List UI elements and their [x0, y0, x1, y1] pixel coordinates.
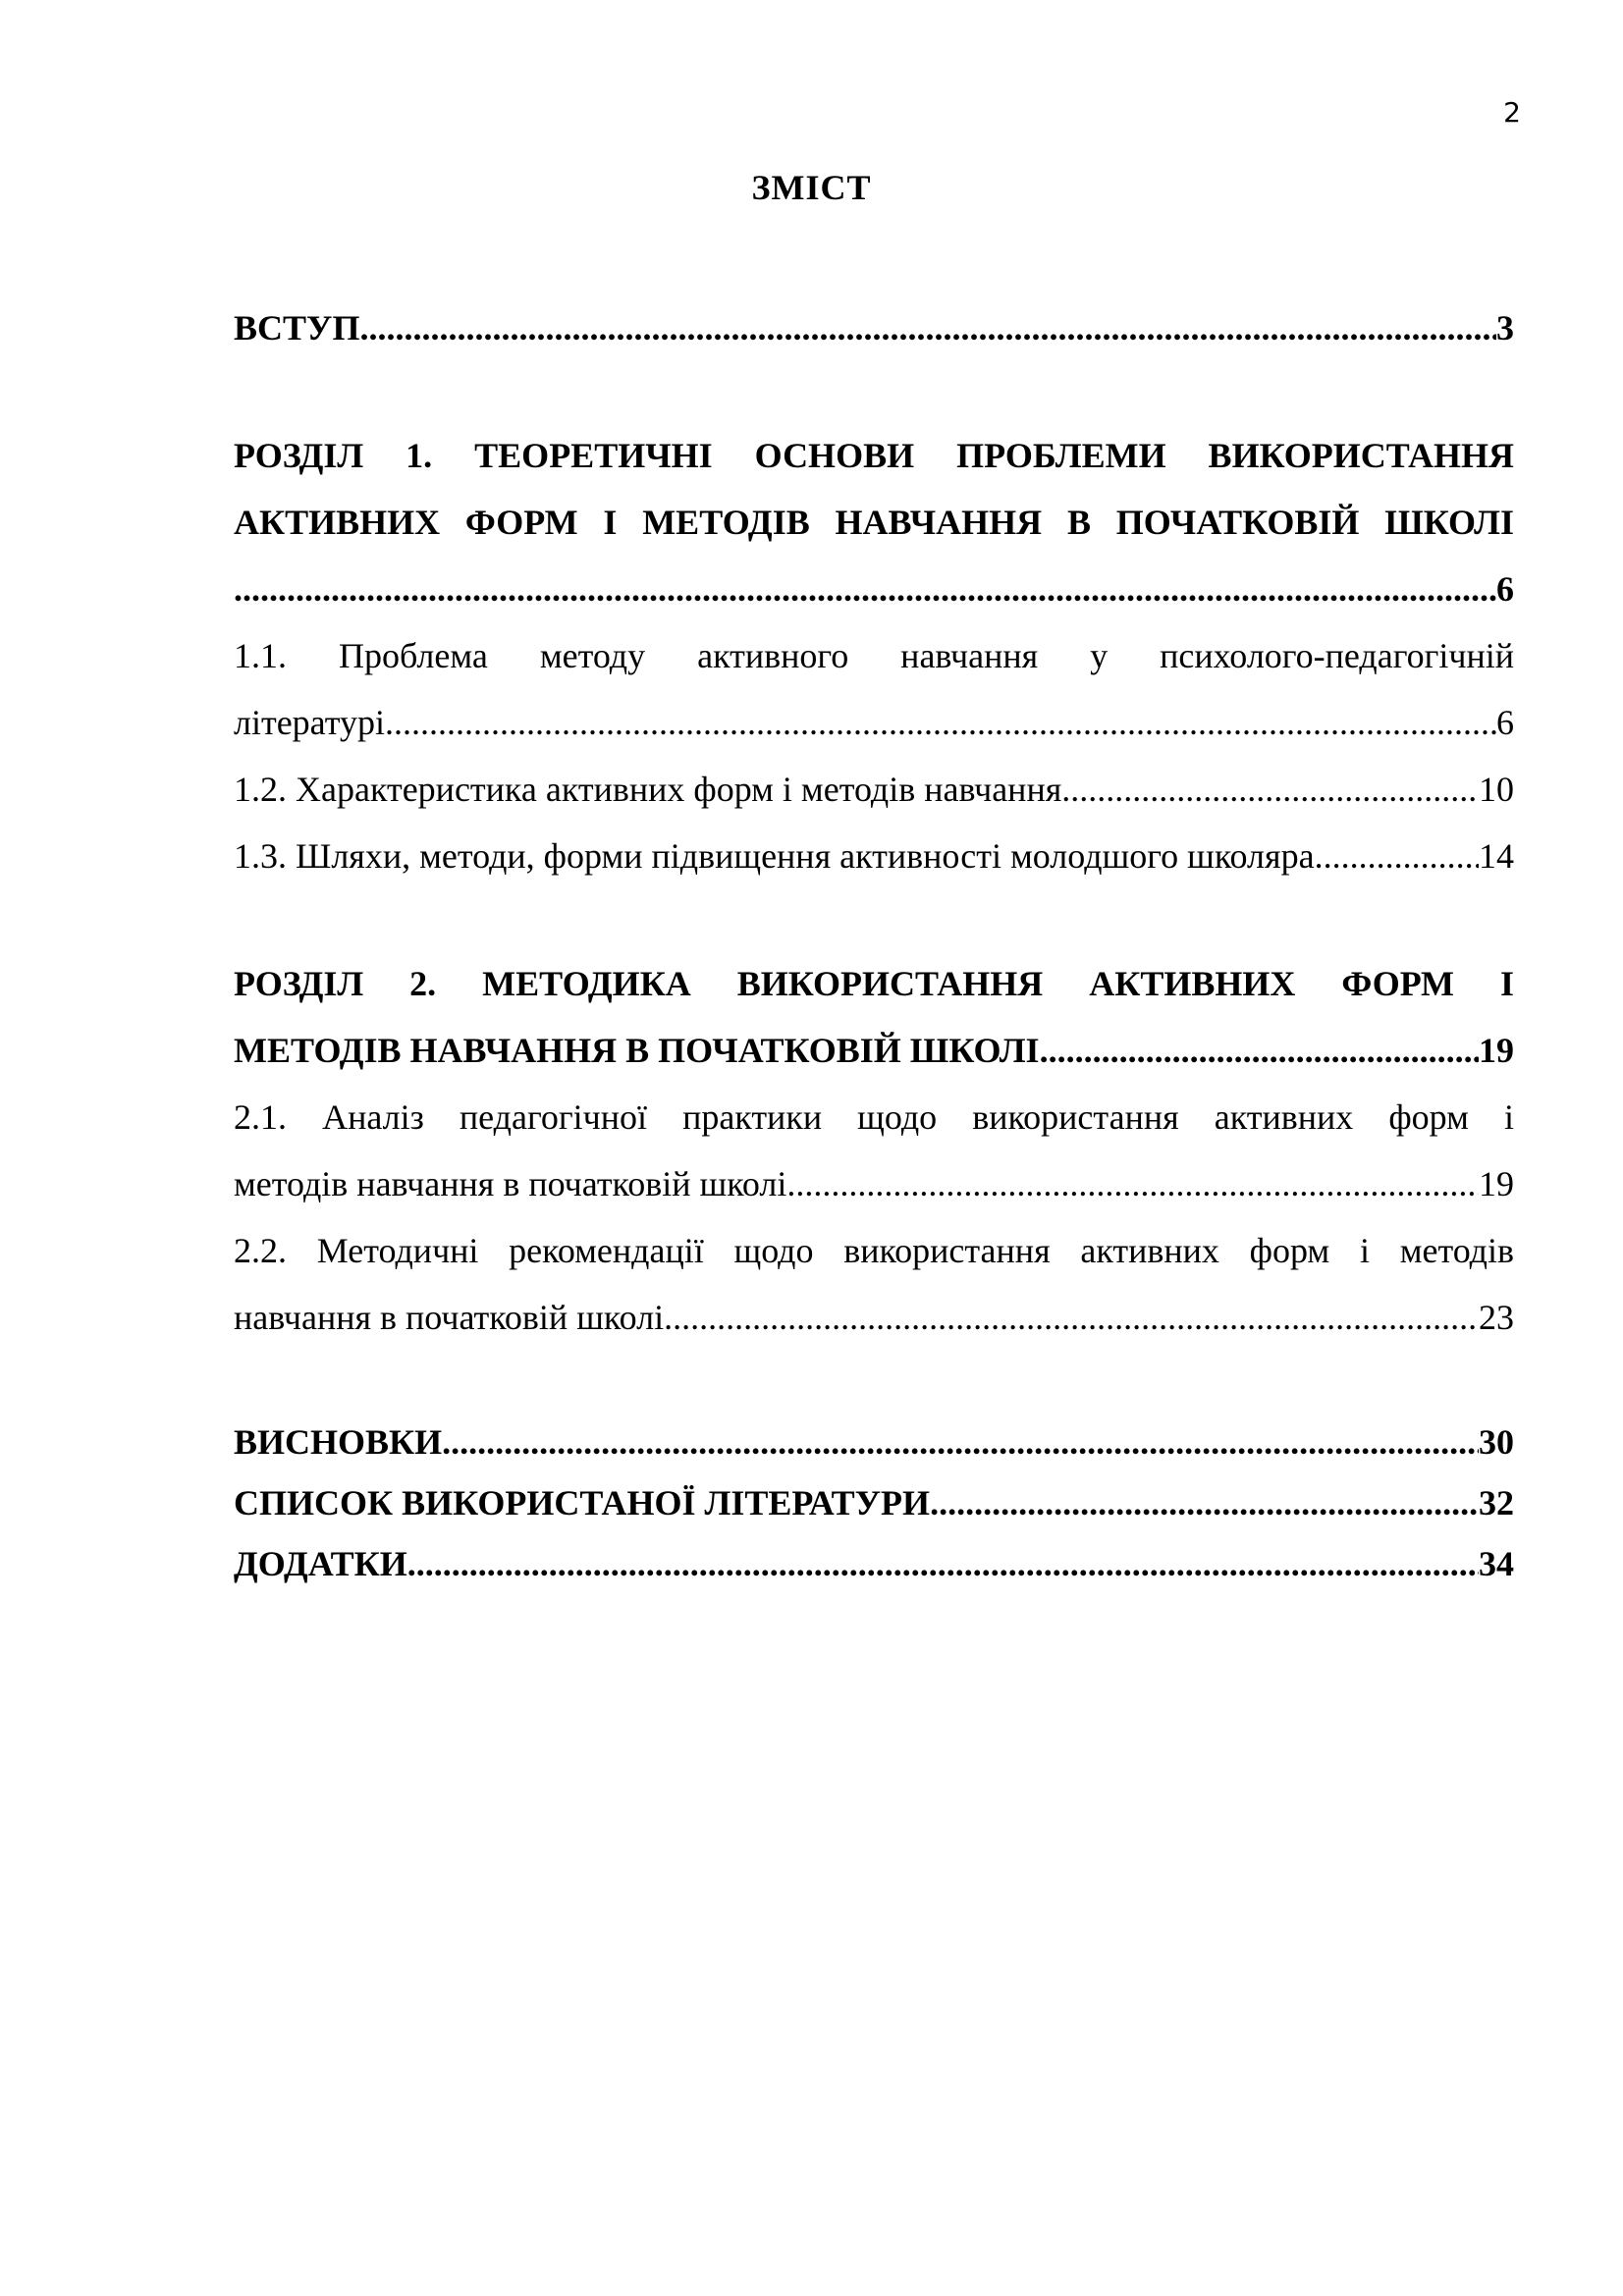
dot-leader [664, 1284, 1479, 1351]
toc-entry-page: 10 [1479, 770, 1514, 809]
toc-entry-page: 6 [1496, 703, 1514, 742]
toc-entry-text-line: РОЗДІЛ 1. ТЕОРЕТИЧНІ ОСНОВИ ПРОБЛЕМИ ВИКОРИСТАННЯ [234, 436, 1514, 475]
toc-entry-appendices[interactable] [234, 1533, 1514, 1594]
toc-entry-page: 14 [1479, 836, 1514, 876]
toc-entry-page: 23 [1479, 1298, 1514, 1337]
toc-entry-page: 19 [1479, 1164, 1514, 1203]
toc-entry-section-2-2[interactable] [234, 1217, 1514, 1351]
dot-leader [1061, 756, 1479, 823]
toc-entry-introduction[interactable] [234, 294, 1514, 361]
toc-entry-page: 30 [1479, 1422, 1514, 1462]
dot-leader [1315, 823, 1479, 889]
dot-leader [1040, 1017, 1479, 1084]
toc-entry-page: 19 [1479, 1031, 1514, 1070]
dot-leader [234, 556, 1496, 622]
toc-entry-text-line: 2.2. Методичні рекомендації щодо використання активних форм і методів [234, 1231, 1514, 1270]
toc-entry-text: 1.2. Характеристика активних форм і методів навчання [234, 770, 1062, 809]
dot-leader [442, 1412, 1479, 1472]
toc-entry-page: 3 [1496, 308, 1514, 347]
toc-entry-text: СПИСОК ВИКОРИСТАНОЇ ЛІТЕРАТУРИ [234, 1483, 931, 1522]
toc-entry-chapter-2[interactable] [234, 950, 1514, 1084]
toc-entry-text-line: навчання в початковій школі [234, 1298, 665, 1337]
dot-leader [385, 689, 1496, 756]
toc-entry-text-line: 2.1. Аналіз педагогічної практики щодо використання активних форм і [234, 1097, 1514, 1137]
toc-entry-section-1-2[interactable] [234, 756, 1514, 823]
toc-entry-chapter-1[interactable] [234, 422, 1514, 622]
toc-entry-page: 6 [1496, 569, 1514, 609]
toc-entry-text: 1.3. Шляхи, методи, форми підвищення активності молодшого школяра [234, 836, 1315, 876]
toc-entry-section-2-1[interactable] [234, 1084, 1514, 1217]
table-of-contents [234, 294, 1514, 1594]
toc-entry-page: 34 [1479, 1544, 1514, 1583]
dot-leader [359, 294, 1496, 361]
toc-entry-text-line: МЕТОДІВ НАВЧАННЯ В ПОЧАТКОВІЙ ШКОЛІ [234, 1031, 1040, 1070]
dot-leader [786, 1150, 1479, 1217]
toc-entry-text: ДОДАТКИ [234, 1544, 407, 1583]
toc-entry-text-line: 1.1. Проблема методу активного навчання у психолого-педагогічній [234, 636, 1514, 675]
toc-entry-page: 32 [1479, 1483, 1514, 1522]
toc-entry-section-1-1[interactable] [234, 622, 1514, 756]
page-number: 2 [1503, 96, 1521, 129]
dot-leader [930, 1472, 1479, 1533]
dot-leader [407, 1533, 1479, 1594]
toc-entry-text: ВСТУП [234, 308, 360, 347]
toc-entry-text-line: АКТИВНИХ ФОРМ І МЕТОДІВ НАВЧАННЯ В ПОЧАТКОВІЙ ШКОЛІ [234, 503, 1514, 542]
toc-entry-text: ВИСНОВКИ [234, 1422, 443, 1462]
toc-entry-text-line: РОЗДІЛ 2. МЕТОДИКА ВИКОРИСТАННЯ АКТИВНИХ ФОРМ І [234, 964, 1514, 1003]
toc-entry-text-line: літературі [234, 703, 385, 742]
toc-entry-conclusions[interactable] [234, 1412, 1514, 1472]
toc-entry-section-1-3[interactable] [234, 823, 1514, 889]
toc-entry-text-line: методів навчання в початковій школі [234, 1164, 787, 1203]
toc-title: ЗМІСТ [751, 168, 872, 207]
toc-entry-references[interactable] [234, 1472, 1514, 1533]
